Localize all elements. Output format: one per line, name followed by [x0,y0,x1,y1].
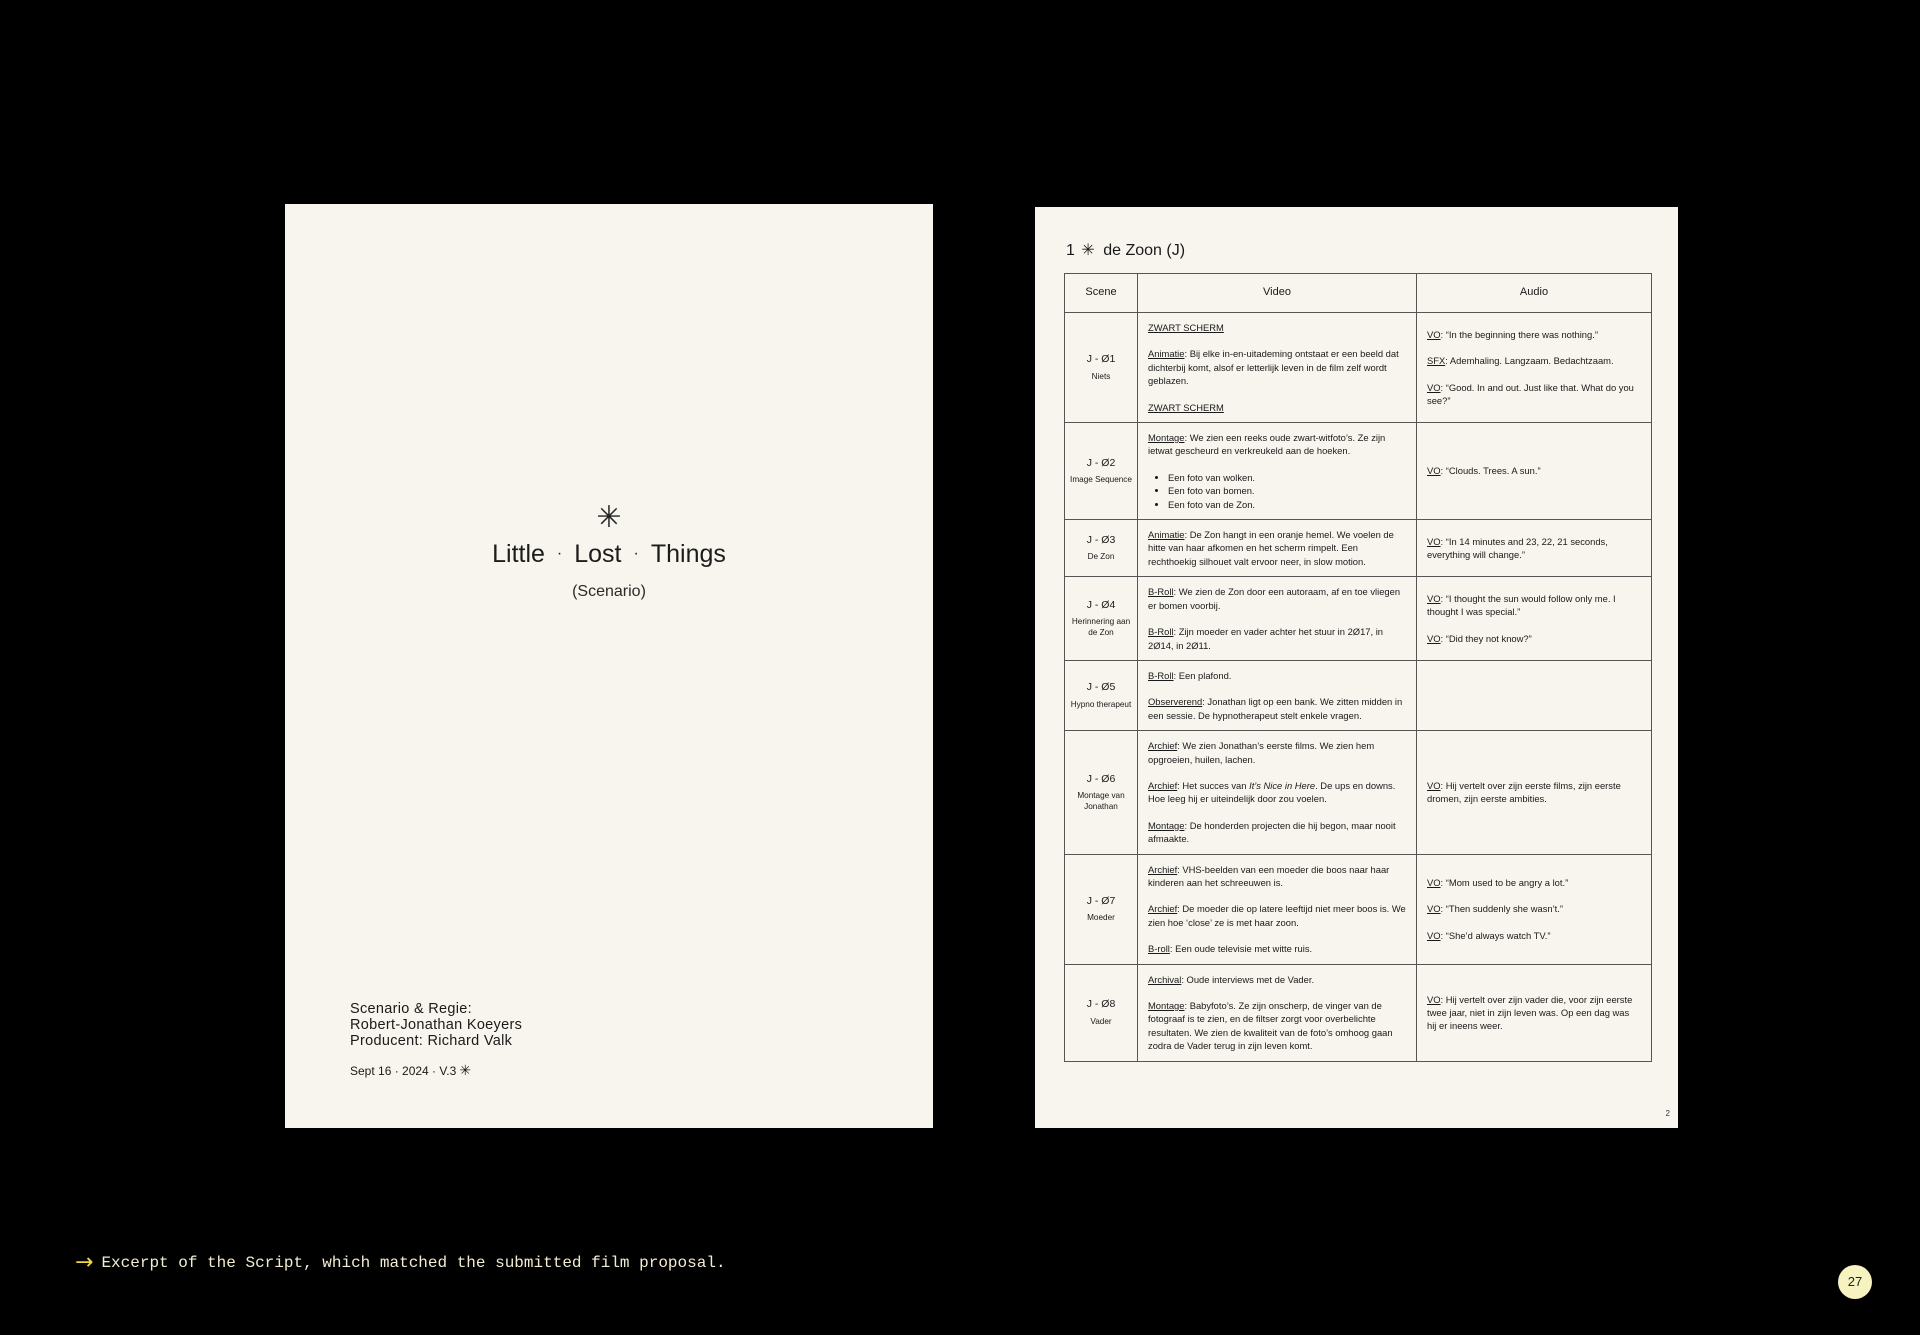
cell-label: VO [1427,779,1441,791]
cover-title [285,540,933,569]
cell-text: : “In 14 minutes and 23, 22, 21 seconds, everything will change.” [1427,535,1608,561]
caption-text: Excerpt of the Script, which matched the submitted film proposal. [101,1254,726,1272]
scene-id: J - Ø1 [1086,353,1116,366]
cell-paragraph [1148,401,1406,414]
cell-label: ZWART SCHERM [1148,322,1224,333]
script-heading [1066,240,1185,260]
cell-label: Animatie [1148,529,1185,541]
scene-cell [1065,660,1138,730]
table-row [1065,854,1652,964]
cell-text: : We zien de Zon door een autoraam, af en toe vliegen er bomen voorbij. [1148,586,1401,611]
scene-name: Herinnering aan de Zon [1071,617,1131,638]
script-table [1064,273,1652,1062]
cell-label: Archief [1148,740,1178,752]
star-icon: ✳ [596,501,622,534]
cell-text: : De moeder die op latere leeftijd niet meer boos is. We zien hoe ‘close’ ze is met haar zoon. [1148,903,1406,928]
cell-paragraph [1148,585,1406,612]
cell-paragraph [1148,528,1406,568]
date-text: Sept 16 · 2024 · V.3 [350,1064,457,1078]
scene-name: Niets [1091,371,1111,381]
list-item: • Een foto van wolken. [1168,471,1406,484]
script-table-body [1065,313,1652,1062]
cell-label: Archief [1148,863,1178,875]
scene-cell [1065,854,1138,964]
cell-text: : We zien Jonathan’s eerste films. We zien hem opgroeien, huilen, lachen. [1148,740,1375,765]
scene-name: Moeder [1087,913,1115,923]
table-row [1065,660,1652,730]
cell-label: VO [1427,328,1441,340]
scene-id: J - Ø5 [1086,681,1116,694]
cell-paragraph [1427,381,1641,408]
cell-text: : “Then suddenly she wasn’t.” [1440,903,1564,915]
cell-paragraph [1427,929,1641,942]
cell-paragraph [1427,328,1641,341]
cell-label: Observerend [1148,696,1203,708]
cell-paragraph [1148,779,1406,806]
cell-paragraph [1427,535,1641,562]
cell-text: : Hij vertelt over zijn vader die, voor zijn eerste twee jaar, niet in zijn leven was. Op een dag was hij er ineens weer. [1427,993,1633,1032]
cell-label: VO [1427,876,1441,888]
scene-name: Hypno therapeut [1070,699,1132,709]
cell-text: : Het succes van [1177,779,1250,791]
star-icon: ✳ [459,1062,472,1078]
cell-label: VO [1427,465,1441,477]
table-row [1065,964,1652,1061]
cell-text: : Ademhaling. Langzaam. Bedachtzaam. [1445,355,1614,367]
cell-paragraph [1148,819,1406,846]
list-item: • Een foto van bomen. [1168,484,1406,497]
cell-paragraph [1427,464,1641,477]
cell-label: Archief [1148,779,1178,791]
title-separator: · [556,545,563,562]
title-word: Lost [574,540,622,568]
cell-label: B-Roll [1148,586,1174,598]
audio-cell [1417,423,1652,520]
date-line [350,1062,471,1079]
scene-id: J - Ø8 [1086,998,1116,1011]
cell-text: : Een oude televisie met witte ruis. [1169,943,1313,955]
cell-label: VO [1427,535,1441,547]
cell-text: : De honderden projecten die hij begon, maar nooit afmaakte. [1148,819,1396,845]
cell-paragraph [1148,739,1406,766]
cell-paragraph [1148,321,1406,334]
scene-id: J - Ø6 [1086,772,1116,785]
cell-text: : “Clouds. Trees. A sun.” [1440,465,1541,477]
scene-cell [1065,577,1138,661]
page-badge: 27 [1838,1265,1872,1299]
table-header-row [1065,274,1652,313]
heading-title: de Zoon (J) [1103,242,1186,259]
cell-text: : “Did they not know?” [1440,632,1532,644]
cell-paragraph [1427,902,1641,915]
heading-number: 1 [1066,242,1075,259]
cell-label: VO [1427,903,1441,915]
cell-text: : Zijn moeder en vader achter het stuur in 2Ø17, in 2Ø14, in 2Ø11. [1148,626,1384,651]
cell-label: SFX [1427,355,1446,367]
cell-text: : “I thought the sun would follow only me. I thought I was special.” [1427,592,1616,618]
list-item: • Een foto van de Zon. [1168,498,1406,511]
table-row [1065,577,1652,661]
arrow-right-icon: → [75,1250,94,1275]
video-cell [1138,313,1417,423]
star-icon: ✳ [1081,242,1095,259]
table-row [1065,520,1652,577]
scene-cell [1065,423,1138,520]
audio-cell [1417,854,1652,964]
scene-name: Vader [1090,1016,1112,1026]
page-number: 2 [1665,1109,1670,1118]
audio-cell [1417,731,1652,854]
audio-cell [1417,964,1652,1061]
scene-cell [1065,731,1138,854]
cell-paragraph [1427,779,1641,806]
cell-paragraph [1148,695,1406,722]
cell-paragraph [1148,973,1406,986]
video-cell [1138,423,1417,520]
cell-label: B-Roll [1148,626,1174,638]
script-page [1035,207,1678,1128]
column-header: Video [1138,274,1417,313]
cell-label: VO [1427,381,1441,393]
table-row [1065,731,1652,854]
video-cell [1138,520,1417,577]
scene-name: Image Sequence [1070,475,1132,485]
cell-label: Animatie [1148,348,1185,360]
cell-text: : “Mom used to be angry a lot.” [1440,876,1569,888]
video-cell [1138,854,1417,964]
cell-text: : We zien een reeks oude zwart-witfoto’s. Ze zijn ietwat gescheurd en verkreukeld aan de hoeken. [1148,432,1386,457]
video-cell [1138,964,1417,1061]
title-word: Little [492,540,545,568]
video-cell [1138,731,1417,854]
cell-paragraph [1148,942,1406,955]
cell-paragraph [1427,876,1641,889]
cell-label: Archival [1148,973,1182,985]
scene-id: J - Ø2 [1086,456,1116,469]
credit-line: Robert-Jonathan Koeyers [350,1017,523,1033]
scene-id: J - Ø7 [1086,894,1116,907]
cell-text: : VHS-beelden van een moeder die boos naar haar kinderen aan het schreeuwen is. [1148,863,1390,888]
column-header: Scene [1065,274,1138,313]
credit-line: Scenario & Regie: [350,1001,472,1017]
table-row [1065,423,1652,520]
cell-paragraph [1427,354,1641,367]
cell-text: . De ups en downs. Hoe leeg hij er uiteindelijk door zou voelen. [1148,779,1396,805]
cell-text: : Bij elke in-en-uitademing ontstaat er een beeld dat dichterbij komt, alsof er letterlijk leven in de film zelf wordt geblazen. [1148,348,1399,387]
cell-label: Montage [1148,819,1185,831]
cell-label: VO [1427,929,1441,941]
cell-label: VO [1427,632,1441,644]
cell-label: VO [1427,592,1441,604]
scene-cell [1065,520,1138,577]
cell-label: VO [1427,993,1441,1005]
cell-paragraph [1148,902,1406,929]
cell-text: : “Good. In and out. Just like that. What do you see?” [1427,381,1634,406]
cell-paragraph [1148,625,1406,652]
caption [75,1248,726,1273]
cell-label: Montage [1148,432,1185,444]
cell-paragraph [1427,993,1641,1033]
scene-name: Montage van Jonathan [1077,791,1125,812]
column-header: Audio [1417,274,1652,313]
scene-id: J - Ø3 [1086,533,1116,546]
cell-paragraph [1427,632,1641,645]
bullet-list [1148,471,1406,511]
cell-text: : Jonathan ligt op een bank. We zitten midden in een sessie. De hypnotherapeut stelt enkele vragen. [1148,696,1403,721]
credits [350,1001,522,1049]
cell-text: : Een plafond. [1173,669,1232,681]
cell-text: : De Zon hangt in een oranje hemel. We voelen de hitte van haar afkomen en het scherm rimpelt. Een rechthoekig silhouet valt ervoor neer, in slow motion. [1148,529,1394,567]
scene-cell [1065,313,1138,423]
audio-cell [1417,577,1652,661]
cell-paragraph [1148,347,1406,387]
cell-paragraph [1148,669,1406,682]
credit-line: Producent: Richard Valk [350,1033,513,1049]
cell-paragraph [1148,863,1406,890]
table-row [1065,313,1652,423]
cell-title: It’s Nice in Here [1249,779,1316,791]
audio-cell [1417,313,1652,423]
scene-name: De Zon [1087,552,1115,562]
audio-cell [1417,660,1652,730]
cell-text: : Babyfoto’s. Ze zijn onscherp, de vinger van de fotograaf is te zien, en de filtser zorgt voor overbelichte resultaten. We zien de kwaliteit van de foto’s omhoog gaan zodra de Vader terug in zijn leven komt. [1148,1000,1393,1052]
cell-paragraph [1427,592,1641,619]
cell-text: : “In the beginning there was nothing.” [1440,328,1598,340]
cover-subtitle: (Scenario) [572,583,646,600]
cell-text: : “She’d always watch TV.” [1440,929,1551,941]
cell-label: B-roll [1148,943,1170,955]
title-separator: · [633,545,639,562]
cell-label: Archief [1148,903,1178,915]
cell-label: ZWART SCHERM [1148,401,1224,413]
cover-page [285,204,933,1128]
video-cell [1138,660,1417,730]
cell-paragraph [1148,431,1406,458]
cell-label: Montage [1148,1000,1185,1011]
scene-cell [1065,964,1138,1061]
scene-id: J - Ø4 [1086,598,1116,611]
title-word: Things [650,540,726,568]
cell-label: B-Roll [1148,669,1174,681]
cell-paragraph [1148,999,1406,1053]
audio-cell [1417,520,1652,577]
video-cell [1138,577,1417,661]
cell-text: : Oude interviews met de Vader. [1181,973,1315,985]
cell-text: : Hij vertelt over zijn eerste films, zijn eerste dromen, zijn eerste ambities. [1427,779,1621,805]
